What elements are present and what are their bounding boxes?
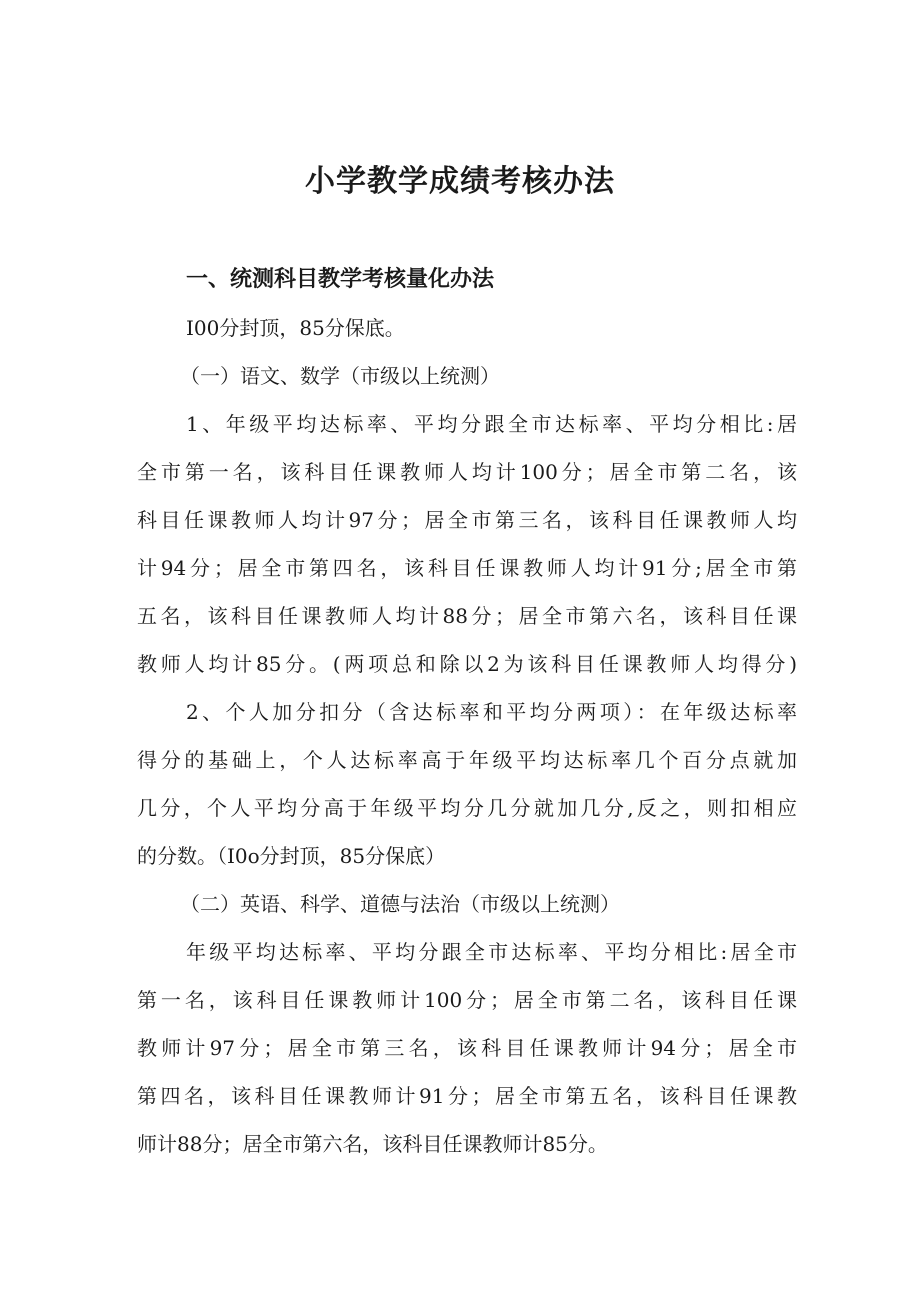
item1-line: 计94分；居全市第四名，该科目任课教师人均计91分;居全市第	[137, 556, 797, 580]
para2-line: 第四名，该科目任课教师计91分；居全市第五名，该科目任课教	[137, 1084, 797, 1108]
document-title: 小学教学成绩考核办法	[305, 164, 615, 199]
para2-line: 教师计97分；居全市第三名，该科目任课教师计94分；居全市	[137, 1036, 797, 1060]
subsection-heading-1: （一）语文、数学（市级以上统测）	[180, 364, 500, 388]
item2-line: 得分的基础上，个人达标率高于年级平均达标率几个百分点就加	[137, 748, 797, 772]
item1-line: 五名，该科目任课教师人均计88分；居全市第六名，该科目任课	[137, 604, 797, 628]
item2-line: 2、个人加分扣分（含达标率和平均分两项）：在年级达标率	[186, 700, 797, 724]
subsection-heading-2: （二）英语、科学、道德与法治（市级以上统测）	[180, 892, 620, 916]
item1-line: 教师人均计85分。(两项总和除以2为该科目任课教师人均得分)	[137, 652, 797, 676]
item1-line: 全市第一名，该科目任课教师人均计100分；居全市第二名，该	[137, 460, 797, 484]
para2-line: 年级平均达标率、平均分跟全市达标率、平均分相比:居全市	[186, 940, 797, 964]
item1-line: 科目任课教师人均计97分；居全市第三名，该科目任课教师人均	[137, 508, 797, 532]
para2-line: 第一名，该科目任课教师计100分；居全市第二名，该科目任课	[137, 988, 797, 1012]
cap-line: I00分封顶，85分保底。	[186, 316, 405, 340]
item2-line: 几分，个人平均分高于年级平均分几分就加几分,反之，则扣相应	[137, 796, 797, 820]
section-heading: 一、统测科目教学考核量化办法	[186, 267, 495, 292]
item1-line: 1、年级平均达标率、平均分跟全市达标率、平均分相比:居	[186, 412, 797, 436]
item2-line: 的分数。（I0o分封顶，85分保底）	[137, 844, 446, 868]
para2-line: 师计88分；居全市第六名，该科目任课教师计85分。	[137, 1132, 608, 1156]
